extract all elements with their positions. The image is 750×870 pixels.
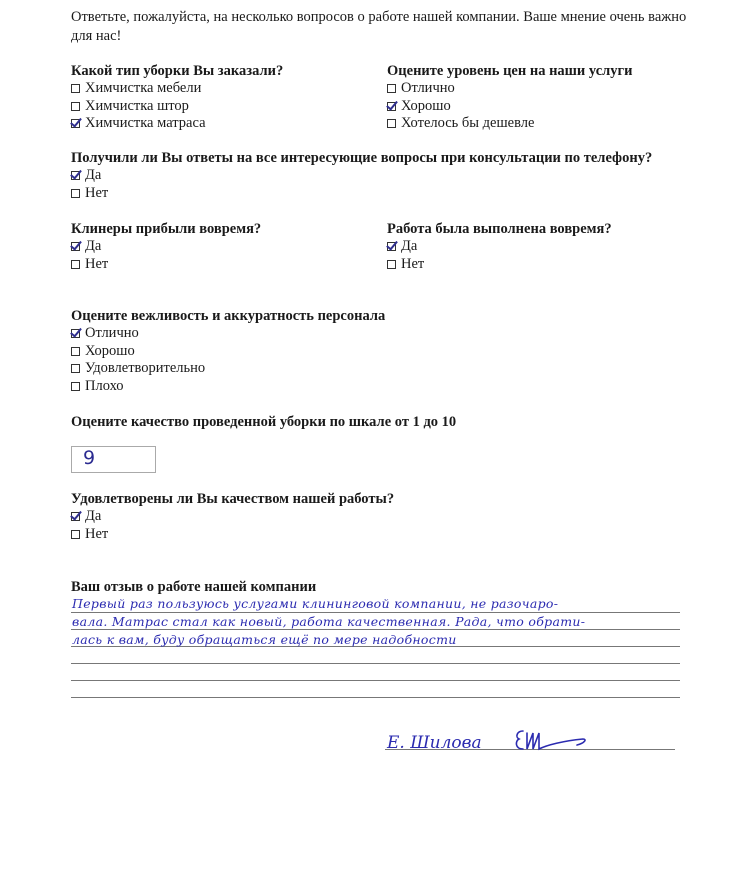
option-label: Химчистка мебели (85, 80, 202, 96)
checkbox[interactable] (71, 382, 80, 391)
checkbox-checked[interactable] (387, 242, 396, 251)
checkbox-checked[interactable] (71, 242, 80, 251)
option-excellent[interactable] (71, 325, 385, 343)
question-completed-on-time (387, 220, 612, 273)
option-label: Нет (85, 184, 109, 201)
option-curtains[interactable] (71, 98, 283, 116)
option-label: Отлично (401, 80, 455, 96)
option-label: Нет (85, 255, 109, 272)
option-label: Плохо (85, 377, 124, 394)
question-quality-score: Оцените качество проведенной уборки по шкале от 1 до 10 (71, 414, 457, 430)
option-label: Удовлетворительно (85, 360, 206, 376)
review-line (71, 680, 680, 681)
question-satisfaction (71, 490, 394, 543)
signature-name: Е. Шилова (387, 733, 482, 753)
checkbox[interactable] (71, 189, 80, 198)
review-handwritten-line: лась к вам, буду обращаться ещё по мере надобности (72, 632, 457, 647)
option-label: Отлично (85, 325, 139, 341)
checkbox-checked[interactable] (71, 119, 80, 128)
question-title: Работа была выполнена вовремя? (387, 221, 612, 237)
review-line (71, 697, 680, 698)
review-handwritten-line: Первый раз пользуюсь услугами клининговой компании, не разочаро- (72, 596, 559, 611)
question-staff-politeness (71, 307, 385, 395)
option-label: Химчистка матраса (85, 115, 206, 131)
checkbox[interactable] (387, 119, 396, 128)
option-cheaper[interactable] (387, 115, 632, 133)
option-label: Хорошо (401, 97, 451, 114)
checkbox[interactable] (71, 347, 80, 356)
intro-text: Ответьте, пожалуйста, на несколько вопросов о работе нашей компании. Ваше мнение очень важно для нас! (71, 9, 687, 44)
option-yes[interactable] (71, 238, 261, 256)
option-label: Да (85, 167, 102, 183)
checkbox[interactable] (71, 530, 80, 539)
option-label: Нет (401, 255, 425, 272)
checkbox[interactable] (387, 84, 396, 93)
option-no[interactable] (387, 256, 612, 274)
checkbox[interactable] (387, 260, 396, 269)
option-good[interactable] (387, 98, 632, 116)
review-handwritten-line: вала. Матрас стал как новый, работа качественная. Рада, что обрати- (72, 614, 586, 629)
option-mattress[interactable] (71, 115, 283, 133)
score-value: 9 (83, 447, 96, 469)
option-label: Да (85, 238, 102, 254)
checkbox-checked[interactable] (387, 102, 396, 111)
question-title: Клинеры прибыли вовремя? (71, 221, 262, 237)
review-title: Ваш отзыв о работе нашей компании (71, 579, 317, 595)
option-label: Химчистка штор (85, 97, 189, 114)
option-label: Хорошо (85, 342, 135, 359)
review-line (71, 663, 680, 664)
option-no[interactable] (71, 526, 394, 544)
checkbox-checked[interactable] (71, 329, 80, 338)
question-arrived-on-time (71, 220, 261, 273)
checkbox[interactable] (71, 84, 80, 93)
option-bad[interactable] (71, 378, 385, 396)
option-yes[interactable] (387, 238, 612, 256)
option-no[interactable] (71, 185, 652, 203)
review-line (71, 612, 680, 613)
option-satisfactory[interactable] (71, 360, 385, 378)
option-label: Хотелось бы дешевле (401, 115, 535, 131)
checkbox[interactable] (71, 102, 80, 111)
option-yes[interactable] (71, 167, 652, 185)
question-title: Получили ли Вы ответы на все интересующие вопросы при консультации по телефону? (71, 150, 653, 166)
option-excellent[interactable] (387, 80, 632, 98)
option-furniture[interactable] (71, 80, 283, 98)
checkbox-checked[interactable] (71, 512, 80, 521)
option-good[interactable] (71, 343, 385, 361)
score-input[interactable] (71, 446, 156, 473)
question-title: Оцените уровень цен на наши услуги (387, 63, 633, 79)
question-title: Оцените вежливость и аккуратность персонала (71, 308, 386, 324)
question-cleaning-type (71, 62, 283, 133)
option-label: Да (85, 508, 102, 524)
signature-mark (513, 727, 593, 753)
question-phone-consultation (71, 149, 652, 202)
review-line (71, 629, 680, 630)
option-label: Нет (85, 525, 109, 542)
question-title: Удовлетворены ли Вы качеством нашей работы? (71, 491, 395, 507)
option-label: Да (401, 238, 418, 254)
checkbox[interactable] (71, 260, 80, 269)
checkbox-checked[interactable] (71, 171, 80, 180)
option-no[interactable] (71, 256, 261, 274)
question-price-level (387, 62, 632, 133)
question-title: Какой тип уборки Вы заказали? (71, 63, 284, 79)
option-yes[interactable] (71, 508, 394, 526)
checkbox[interactable] (71, 364, 80, 373)
